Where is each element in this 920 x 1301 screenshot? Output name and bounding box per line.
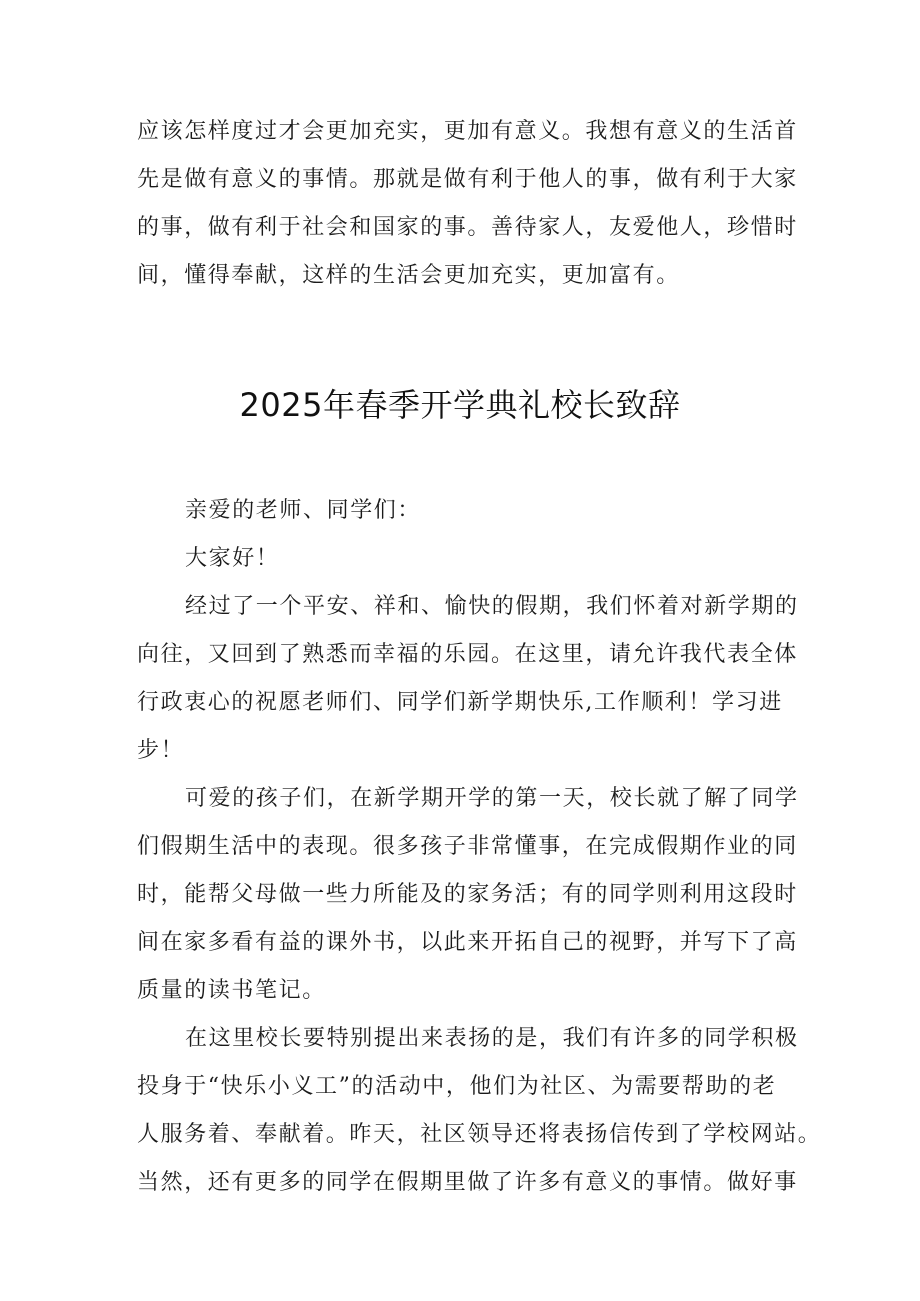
document-title: 2025年春季开学典礼校长致辞: [239, 386, 681, 424]
text-line: 时，能帮父母做一些力所能及的家务活；有的同学则利用这段时: [137, 882, 798, 907]
text-line: 应该怎样度过才会更加充实，更加有意义。我想有意义的生活首: [137, 119, 798, 144]
text-line: 先是做有意义的事情。那就是做有利于他人的事，做有利于大家: [137, 167, 798, 192]
paragraph-3: [137, 1015, 822, 1207]
text-line: 步！: [137, 738, 185, 763]
paragraph-1: [137, 583, 797, 775]
text-line: 质量的读书笔记。: [137, 978, 326, 1003]
text-line: 可爱的孩子们，在新学期开学的第一天，校长就了解了同学: [185, 786, 799, 811]
text-line: 当然，还有更多的同学在假期里做了许多有意义的事情。做好事: [137, 1170, 798, 1195]
greeting-line: 亲爱的老师、同学们：: [185, 498, 422, 523]
text-line: 间，懂得奉献，这样的生活会更加充实，更加富有。: [137, 263, 680, 288]
text-line: 的事，做有利于社会和国家的事。善待家人，友爱他人，珍惜时: [137, 215, 798, 240]
text-line: 向往，又回到了熟悉而幸福的乐园。在这里，请允许我代表全体: [137, 642, 798, 667]
text-line: 们假期生活中的表现。很多孩子非常懂事，在完成假期作业的同: [137, 834, 798, 859]
text-line: 人服务着、奉献着。昨天，社区领导还将表扬信传到了学校网站。: [137, 1122, 822, 1147]
hello-line: 大家好！: [185, 546, 280, 571]
text-line: 在这里校长要特别提出来表扬的是，我们有许多的同学积极: [185, 1026, 799, 1051]
text-line: 投身于“快乐小义工”的活动中，他们为社区、为需要帮助的老: [137, 1074, 777, 1099]
paragraph-2: [137, 775, 797, 1015]
continuation-paragraph: [137, 108, 797, 300]
speech-body: [137, 487, 822, 1207]
text-line: 经过了一个平安、祥和、愉快的假期，我们怀着对新学期的: [185, 594, 799, 619]
text-line: 间在家多看有益的课外书，以此来开拓自己的视野，并写下了高: [137, 930, 798, 955]
text-line: 行政衷心的祝愿老师们、同学们新学期快乐,工作顺利！学习进: [137, 690, 783, 715]
